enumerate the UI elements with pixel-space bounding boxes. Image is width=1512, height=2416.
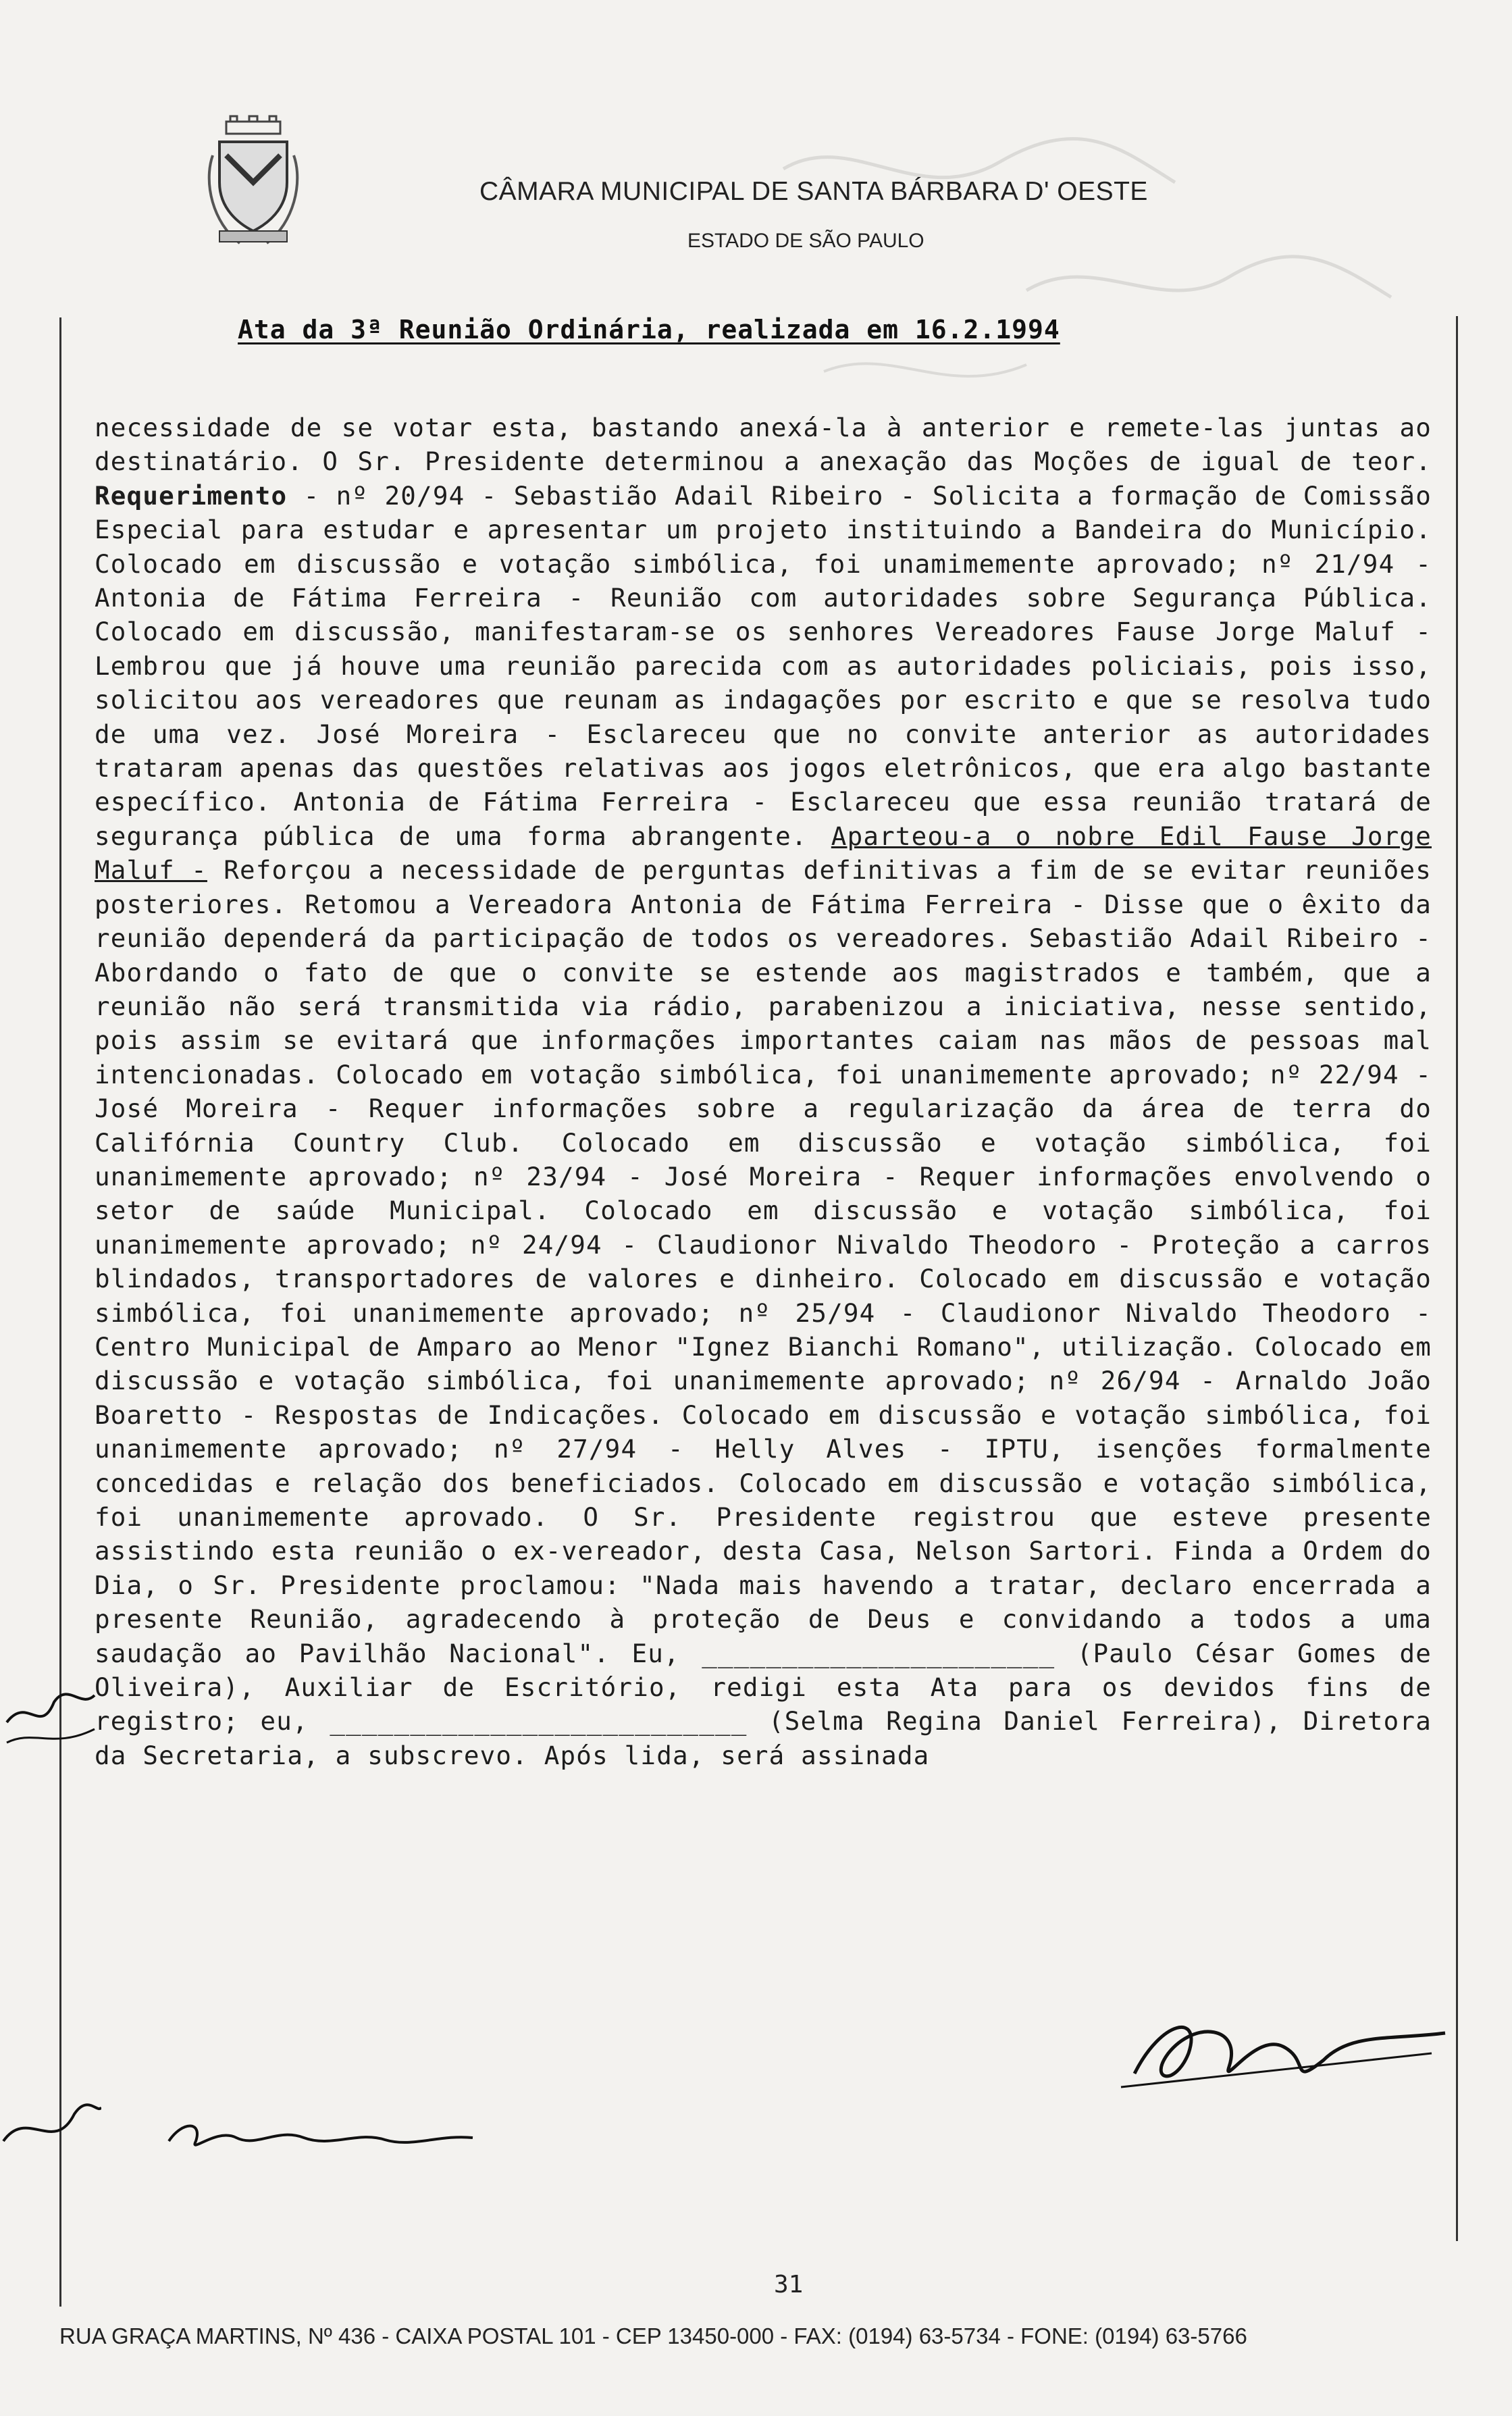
institution-state: ESTADO DE SÃO PAULO — [687, 230, 924, 252]
requerimento-label: Requerimento — [95, 480, 288, 511]
body-part-2: - nº 20/94 - Sebastião Adail Ribeiro - Solicita a formação de Comissão Especial para estudar e apresentar um projeto instituindo a Bandeira do Município. Colocado em discussão e votação simbólica, foi unamimemente aprovado; nº 21/94 - Antonia de Fátima Ferreira - Reunião com autoridades sobre Segurança Pública. Colocado em discussão, manifestaram-se os senhores Vereadores Fause Jorge Maluf - Lembrou que já houve uma reunião parecida com as autoridades policiais, pois isso, solicitou aos vereadores que reunam as indagações por escrito e que se resolva tudo de uma vez. José Moreira - Esclareceu que no convite anterior as autoridades trataram apenas das questões relativas aos jogos eletrônicos, que era algo bastante específico. Antonia de Fátima Ferreira - Esclareceu que essa reunião tratará de segurança pública de uma forma abrangente. — [95, 480, 1432, 851]
institution-name: CÂMARA MUNICIPAL DE SANTA BÁRBARA D' OESTE — [479, 177, 1148, 206]
selma-signature-icon — [155, 2114, 533, 2161]
body-part-5: (Selma Regina Daniel Ferreira), Diretora da Secretaria, a subscrevo. Após lida, será assinada — [95, 1706, 1432, 1770]
page-number: 31 — [774, 2271, 804, 2298]
municipal-coat-of-arms-icon — [206, 115, 301, 250]
document-title: Ata da 3ª Reunião Ordinária, realizada em 16.2.1994 — [238, 315, 1060, 344]
signature-line-2: __________________________ — [330, 1706, 748, 1737]
bleed-through-ink — [743, 88, 1452, 439]
signature-line-1: ______________________ — [702, 1638, 1055, 1668]
right-margin-rule — [1456, 316, 1458, 2241]
body-part-3: Reforçou a necessidade de perguntas definitivas a fim de se evitar reuniões posteriores. Retomou a Vereadora Antonia de Fátima Ferreira - Disse que o êxito da reunião dependerá da participação de todos os vereadores. Sebastião Adail Ribeiro - Abordando o fato de que o convite se estende aos magistrados e também, que a reunião não será transmitida via rádio, parabenizou a iniciativa, nesse sentido, pois assim se evitará que informações importantes caiam nas mãos de pessoas mal intencionadas. Colocado em votação simbólica, foi unanimemente aprovado; nº 22/94 - José Moreira - Requer informações sobre a regularização da área de terra do Califórnia Country Club. Colocado em discussão e votação simbólica, foi unanimemente aprovado; nº 23/94 - José Moreira - Requer informações envolvendo o setor de saúde Municipal. Colocado em discussão e votação simbólica, foi unanimemente aprovado; nº 24/94 - Claudionor Nivaldo Theodoro - Proteção a carros blindados, transportadores de valores e dinheiro. Colocado em discussão e votação simbólica, foi unanimemente aprovado; nº 25/94 - Claudionor Nivaldo Theodoro - Centro Municipal de Amparo ao Menor "Ignez Bianchi Romano", utilização. Colocado em discussão e votação simbólica, foi unanimemente aprovado; nº 26/94 - Arnaldo João Boaretto - Respostas de Indicações. Colocado em discussão e votação simbólica, foi unanimemente aprovado; nº 27/94 - Helly Alves - IPTU, isenções formalmente concedidas e relação dos beneficiados. Colocado em discussão e votação simbólica, foi unanimemente aprovado. O Sr. Presidente registrou que esteve presente assistindo esta reunião o ex-vereador, desta Casa, Nelson Sartori. Finda a Ordem do Dia, o Sr. Presidente proclamou: "Nada mais havendo a tratar, declaro encerrada a presente Reunião, agradecendo à proteção de Deus e convidando a todos a uma saudação ao Pavilhão Nacional". Eu, — [95, 855, 1432, 1668]
body-part-1: necessidade de se votar esta, bastando anexá-la à anterior e remete-las juntas ao destinatário. O Sr. Presidente determinou a anexação das Moções de igual de teor. — [95, 413, 1432, 477]
aparte-label: Aparteou-a o nobre Edil Fause Jorge Maluf - — [95, 821, 1432, 885]
minutes-body — [95, 411, 1432, 1772]
letterhead-footer: RUA GRAÇA MARTINS, Nº 436 - CAIXA POSTAL 101 - CEP 13450-000 - FAX: (0194) 63-5734 - FONE: (0194) 63-5766 — [59, 2323, 1247, 2348]
margin-initials-icon — [0, 1668, 101, 2182]
body-part-4: (Paulo César Gomes de Oliveira), Auxiliar de Escritório, redigi esta Ata para os devidos fins de registro; eu, — [95, 1638, 1432, 1737]
paulo-signature-icon — [1107, 2006, 1459, 2101]
